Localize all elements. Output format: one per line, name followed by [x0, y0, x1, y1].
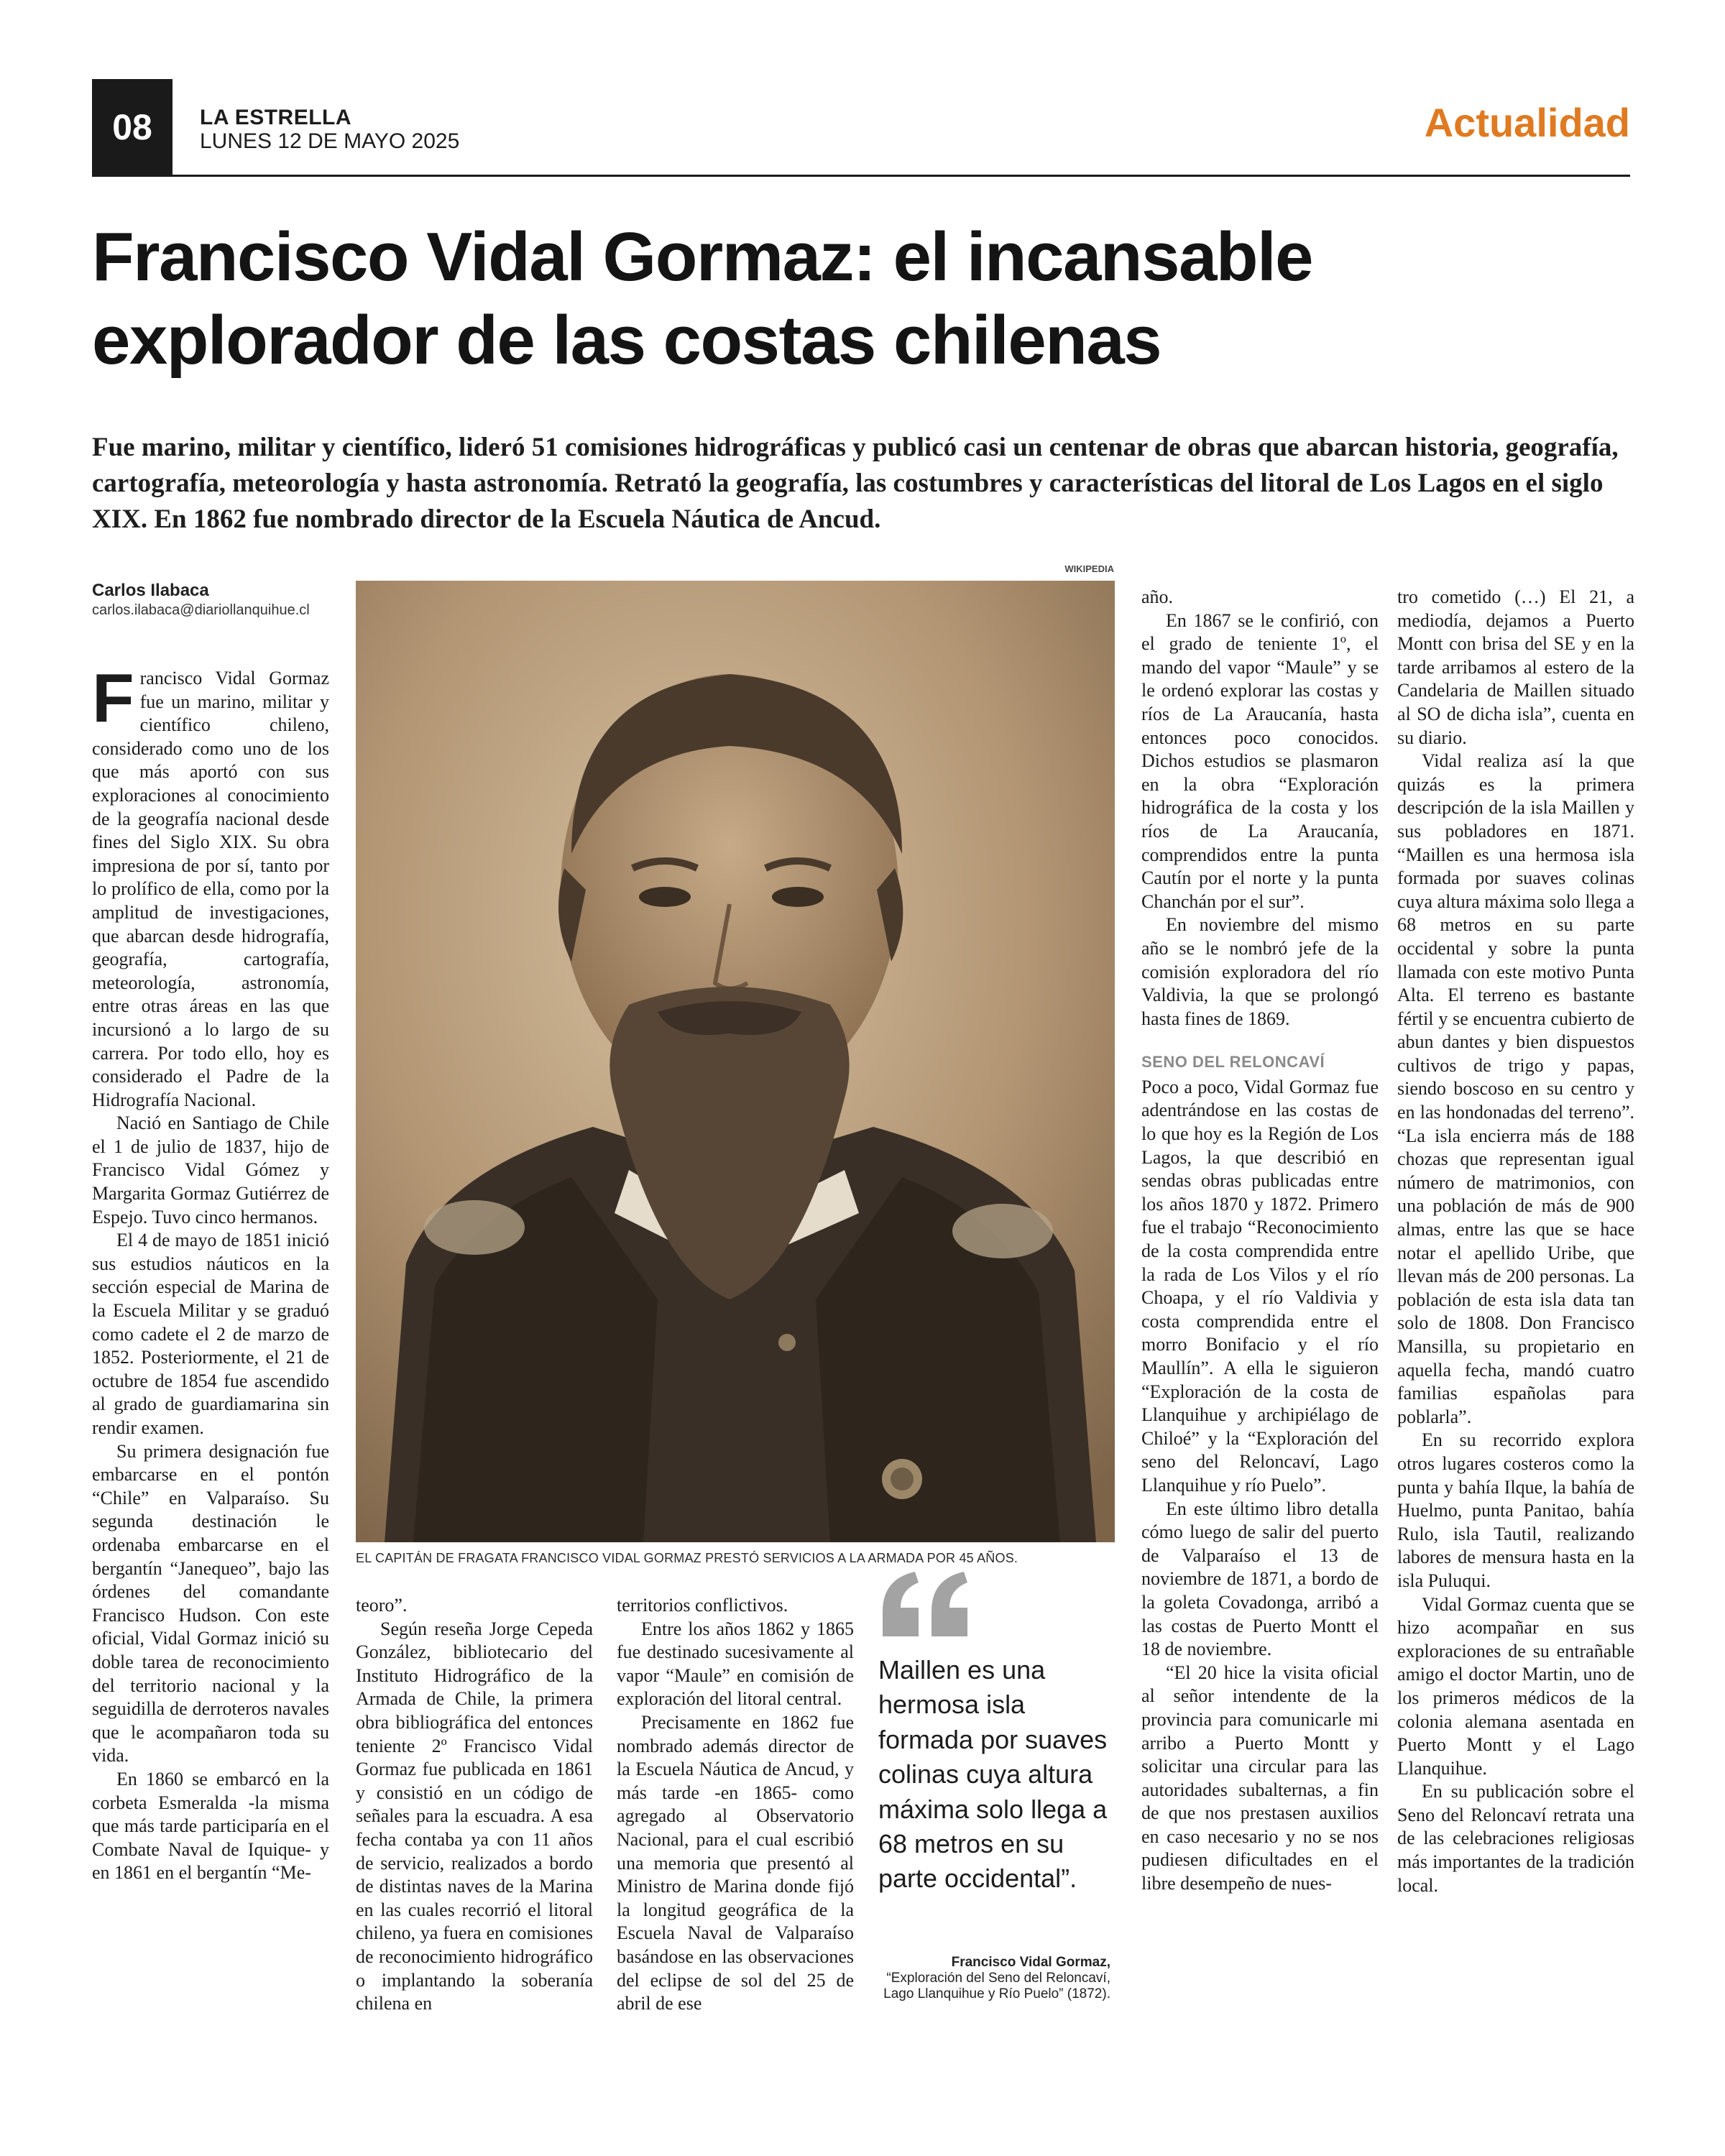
paragraph: año.: [1141, 586, 1174, 607]
masthead: [200, 106, 459, 154]
paragraph: Entre los años 1862 y 1865 fue destinado sucesivamente al vapor “Maule” en comisión de exploración del litoral central.: [617, 1618, 854, 1710]
portrait-photo: [356, 581, 1115, 1542]
paragraph: territorios conflictivos.: [617, 1595, 788, 1616]
paragraph: tro cometido (…) El 21, a mediodía, dejamos a Puerto Montt con brisa del SE y en la tarde arribamos al estero de la Candelaria de Maillen situado al SO de dicha isla”, cuenta en su diario.: [1397, 586, 1634, 748]
paragraph: En 1867 se le confirió, con el grado de teniente 1º, el mando del vapor “Maule” y se le ordenó explorar las costas y ríos de La Araucanía, hasta entonces poco conocidos. Dichos estudios se plasmaron en la obra “Exploración hidrográfica de la costa y los ríos de La Araucanía, comprendidos entre la punta Cautín por el norte y la punta Chanchán por el sur”.: [1141, 609, 1379, 912]
paragraph-text: rancisco Vidal Gormaz fue un marino, militar y científico chileno, considerado como uno de los que más aportó con sus exploraciones al conocimiento de la geografía nacional desde fines del Siglo XIX. Su obra impresiona de por sí, tanto por lo prolífico de ella, como por la amplitud de investigaciones, que abarcan desde hidrografía, geografía, cartografía, meteorología, astronomía, entre otras áreas en las que incursionó a lo largo de su carrera. Por todo ello, hoy es considerado el Padre de la Hidrografía Nacional.: [92, 668, 329, 1110]
photo-credit: WIKIPEDIA: [1064, 563, 1114, 574]
quote-author: Francisco Vidal Gormaz,: [951, 1955, 1110, 1970]
column-5: [1397, 586, 1634, 2126]
paragraph: Nació en Santiago de Chile el 1 de julio de 1837, hijo de Francisco Vidal Gómez y Margarita Gormaz Gutiérrez de Espejo. Tuvo cinco hermanos.: [92, 1112, 329, 1227]
pull-quote: Maillen es una hermosa isla formada por suaves colinas cuya altura máxima solo llega a 68 metros en su parte occidental”.: [878, 1655, 1108, 1894]
headline: Francisco Vidal Gormaz: el incansable explorador de las costas chilenas: [92, 218, 1313, 379]
paragraph: En su recorrido explora otros lugares costeros como la punta y bahía Ilque, la bahía de Huelmo, punta Panitao, bahía Rulo, isla Tautil, realizando labores de mensura hasta en la isla Puluqui.: [1397, 1429, 1634, 1591]
paragraph: Su primera designación fue embarcarse en el pontón “Chile” en Valparaíso. Su segunda destinación le ordenaba embarcarse en el bergantín “Janequeo”, bajo las órdenes del comandante Francisco Hudson. Con este oficial, Vidal Gormaz inició su doble tarea de reconocimiento del territorio nacional y la seguidilla de derroteros navales que le acompañaron toda su vida.: [92, 1440, 329, 1766]
paragraph: En su publicación sobre el Seno del Reloncaví retrata una de las celebraciones religiosas más importantes de la tradición local.: [1397, 1781, 1634, 1896]
subhead: SENO DEL RELONCAVÍ: [1141, 1053, 1325, 1072]
page-number: 08: [92, 79, 172, 175]
header-rule: [92, 175, 1630, 177]
paragraph: En este último libro detalla cómo luego de salir del puerto de Valparaíso el 13 de noviembre de 1871, a bordo de la goleta Covadonga, arribó a las costas de Puerto Montt el 18 de noviembre.: [1141, 1498, 1379, 1660]
paragraph: Poco a poco, Vidal Gormaz fue adentrándose en las costas de lo que hoy es la Región de Los Lagos, la que describió en sendas obras publicadas entre los años 1870 y 1872. Primero fue el trabajo “Reconocimiento de la costa comprendida entre la rada de Los Vilos y el río Choapa, y el río Valdivia y costa comprendida entre el morro Bonifacio y el río Maullín”. A ella le siguieron “Exploración de la costa de Llanquihue y archipiélago de Chiloé” y la “Exploración del seno del Reloncaví, Lago Llanquihue y río Puelo”.: [1141, 1076, 1379, 1496]
column-3: [617, 1594, 854, 2126]
deck: Fue marino, militar y científico, lideró 51 comisiones hidrográficas y publicó casi un centenar de obras que abarcan historia, geografía, cartografía, meteorología y hasta astronomía. Retrató la geografía, las costumbres y características del litoral de Los Lagos en el siglo XIX. En 1862 fue nombrado director de la Escuela Náutica de Ancud.: [92, 433, 1619, 534]
column-1: [92, 667, 329, 2126]
paragraph: teoro”.: [356, 1595, 408, 1616]
newspaper-name: LA ESTRELLA: [200, 106, 352, 129]
drop-cap: F: [92, 667, 134, 737]
quote-mark-icon: [875, 1568, 976, 1640]
paragraph: Precisamente en 1862 fue nombrado además director de la Escuela Náutica de Ancud, y más tarde -en 1865- como agregado al Observatorio Nacional, para el cual escribió una memoria que presentó al Ministro de Marina donde fijó la longitud geográfica de la Escuela Naval de Valparaíso basándose en las observaciones del eclipse de sol del 25 de abril de ese: [617, 1711, 854, 2014]
photo-caption: EL CAPITÁN DE FRAGATA FRANCISCO VIDAL GORMAZ PRESTÓ SERVICIOS A LA ARMADA POR 45 AÑOS.: [356, 1551, 1018, 1565]
paragraph: Vidal Gormaz cuenta que se hizo acompañar en sus exploraciones de su entrañable amigo el doctor Martin, uno de los primeros médicos de la colonia alemana asentada en Puerto Montt y el Lago Llanquihue.: [1397, 1593, 1634, 1779]
column-4: [1141, 586, 1379, 2126]
byline: [92, 581, 310, 619]
author-email: carlos.ilabaca@diariollanquihue.cl: [92, 602, 310, 618]
paragraph: Según reseña Jorge Cepeda González, bibliotecario del Instituto Hidrográfico de la Armada de Chile, la primera obra bibliográfica del entonces teniente 2º Francisco Vidal Gormaz fue publicada en 1861 y consistió en un código de señales para la escuadra. A esa fecha contaba ya con 11 años de servicio, realizados a bordo de distintas naves de la Marina en las cuales recorrió el litoral chileno, ya fuera en comisiones de reconocimiento hidrográfico o implantando la soberanía chilena en: [356, 1618, 593, 2014]
paragraph: En noviembre del mismo año se le nombró jefe de la comisión exploradora del río Valdivia, la que se prolongó hasta fines de 1869.: [1141, 914, 1379, 1029]
section-label: Actualidad: [1424, 100, 1630, 145]
author-name: Carlos Ilabaca: [92, 581, 209, 600]
paragraph: [92, 667, 329, 1112]
pull-quote-source: [873, 1955, 1110, 2002]
column-2: [356, 1594, 593, 2126]
paragraph: En 1860 se embarcó en la corbeta Esmeralda -la misma que más tarde participaría en el Combate Naval de Iquique- y en 1861 en el bergantín “Me-: [92, 1768, 329, 1884]
issue-date: LUNES 12 DE MAYO 2025: [200, 129, 460, 153]
paragraph: Vidal realiza así la que quizás es la primera descripción de la isla Maillen y sus pobladores en 1871. “Maillen es una hermosa isla formada por suaves colinas cuya altura máxima solo llega a 68 metros en su parte occidental y sobre la punta llamada con este motivo Punta Alta. El terreno es bastante fértil y se encuentra cubierto de abun dantes y bien dispuestos cultivos de trigo y papas, siendo boscoso en su centro y en las hondonadas del terreno”. “La isla encierra más de 188 chozas que representan igual número de matrimonios, con una población de más de 900 almas, entre las que se hace notar el apellido Uribe, que llevan más de 200 personas. La población de esta isla data tan solo de 1808. Don Francisco Mansilla, su propietario en aquella fecha, mandó cuatro familias españolas para poblarla”.: [1397, 750, 1634, 1427]
quote-work: “Exploración del Seno del Reloncaví, Lago Llanquihue y Río Puelo” (1872).: [883, 1971, 1110, 2001]
paragraph: El 4 de mayo de 1851 inició sus estudios náuticos en la sección especial de Marina de la Escuela Militar y se graduó como cadete el 2 de marzo de 1852. Posteriormente, el 21 de octubre de 1854 fue ascendido al grado de guardiamarina sin rendir examen.: [92, 1230, 329, 1438]
paragraph: “El 20 hice la visita oficial al señor intendente de la provincia para comunicarle mi arribo a Puerto Montt y solicitar una circular para las autoridades subalternas, a fin de que nos prestasen auxilios en caso necesario y no se nos pudiesen dificultades en el libre desempeño de nues-: [1141, 1662, 1379, 1894]
